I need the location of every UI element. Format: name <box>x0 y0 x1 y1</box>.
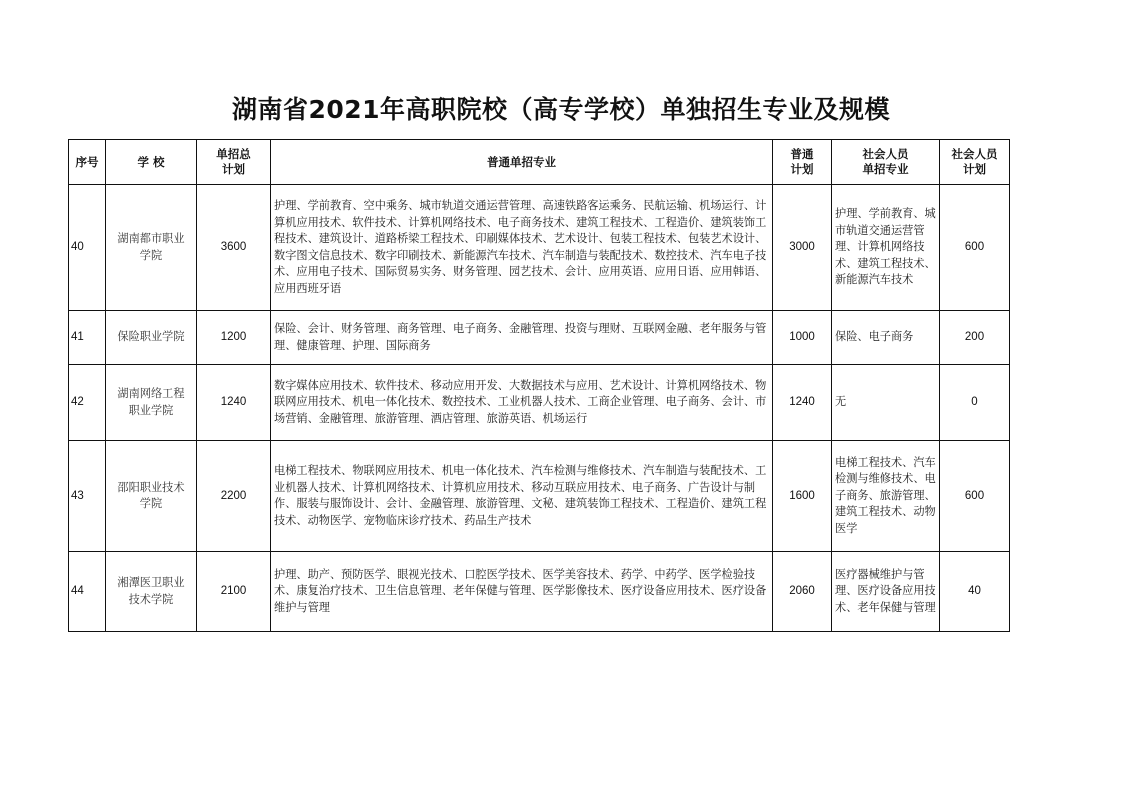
page-title: 湖南省2021年高职院校（高专学校）单独招生专业及规模 <box>231 95 891 124</box>
row-social-majors: 保险、电子商务 <box>832 311 940 365</box>
header-regular-line2: 计划 <box>790 162 814 176</box>
header-total-line2: 计划 <box>222 162 245 176</box>
row-seq: 44 <box>69 552 106 632</box>
row-majors: 保险、会计、财务管理、商务管理、电子商务、金融管理、投资与理财、互联网金融、老年服务与管理、健康管理、护理、国际商务 <box>271 311 773 365</box>
row-social-majors: 无 <box>832 365 940 441</box>
header-social-majors <box>832 140 940 185</box>
header-school: 学 校 <box>106 140 197 185</box>
row-social-majors: 医疗器械维护与管理、医疗设备应用技术、老年保健与管理 <box>832 552 940 632</box>
row-total-plan: 2200 <box>197 441 271 552</box>
header-regular-plan <box>773 140 832 185</box>
row-majors: 护理、助产、预防医学、眼视光技术、口腔医学技术、医学美容技术、药学、中药学、医学检验技术、康复治疗技术、卫生信息管理、老年保健与管理、医学影像技术、医疗设备应用技术、医疗设备维护与管理 <box>271 552 773 632</box>
row-regular-plan: 1000 <box>773 311 832 365</box>
row-school: 湖南网络工程职业学院 <box>106 365 197 441</box>
table-row <box>69 185 1010 311</box>
table-row <box>69 552 1010 632</box>
row-school: 湖南都市职业学院 <box>106 185 197 311</box>
header-total-plan <box>197 140 271 185</box>
header-total-line1: 单招总 <box>216 147 251 161</box>
row-seq: 40 <box>69 185 106 311</box>
table-row <box>69 311 1010 365</box>
row-social-majors: 电梯工程技术、汽车检测与维修技术、电子商务、旅游管理、建筑工程技术、动物医学 <box>832 441 940 552</box>
row-majors: 数字媒体应用技术、软件技术、移动应用开发、大数据技术与应用、艺术设计、计算机网络技术、物联网应用技术、机电一体化技术、数控技术、工业机器人技术、工商企业管理、电子商务、会计、市场营销、金融管理、旅游管理、酒店管理、旅游英语、机场运行 <box>271 365 773 441</box>
enrollment-table <box>68 139 1010 632</box>
row-regular-plan: 1240 <box>773 365 832 441</box>
row-seq: 42 <box>69 365 106 441</box>
row-regular-plan: 1600 <box>773 441 832 552</box>
header-social-majors-line2: 单招专业 <box>862 162 909 176</box>
row-social-plan: 600 <box>940 441 1010 552</box>
row-total-plan: 1240 <box>197 365 271 441</box>
row-total-plan: 3600 <box>197 185 271 311</box>
table-header-row <box>69 140 1010 185</box>
header-majors: 普通单招专业 <box>271 140 773 185</box>
row-social-plan: 0 <box>940 365 1010 441</box>
header-social-plan <box>940 140 1010 185</box>
row-regular-plan: 3000 <box>773 185 832 311</box>
table-row <box>69 441 1010 552</box>
row-social-plan: 600 <box>940 185 1010 311</box>
row-total-plan: 2100 <box>197 552 271 632</box>
header-social-majors-line1: 社会人员 <box>862 147 909 161</box>
row-social-majors: 护理、学前教育、城市轨道交通运营管理、计算机网络技术、建筑工程技术、新能源汽车技术 <box>832 185 940 311</box>
row-social-plan: 200 <box>940 311 1010 365</box>
header-social-plan-line2: 计划 <box>963 162 986 176</box>
row-regular-plan: 2060 <box>773 552 832 632</box>
header-regular-line1: 普通 <box>790 147 814 161</box>
row-social-plan: 40 <box>940 552 1010 632</box>
row-seq: 43 <box>69 441 106 552</box>
header-social-plan-line1: 社会人员 <box>951 147 998 161</box>
row-majors: 护理、学前教育、空中乘务、城市轨道交通运营管理、高速铁路客运乘务、民航运输、机场运行、计算机应用技术、软件技术、计算机网络技术、电子商务技术、建筑工程技术、工程造价、建筑装饰工程技术、建筑设计、道路桥梁工程技术、印刷媒体技术、艺术设计、包装工程技术、包装艺术设计、数字图文信息技术、数字印刷技术、新能源汽车技术、汽车制造与装配技术、数控技术、汽车电子技术、应用电子技术、国际贸易实务、财务管理、园艺技术、会计、应用英语、应用日语、应用韩语、应用西班牙语 <box>271 185 773 311</box>
header-seq: 序号 <box>69 140 106 185</box>
row-school: 湘潭医卫职业技术学院 <box>106 552 197 632</box>
row-majors: 电梯工程技术、物联网应用技术、机电一体化技术、汽车检测与维修技术、汽车制造与装配技术、工业机器人技术、计算机网络技术、计算机应用技术、移动互联应用技术、电子商务、广告设计与制作、服装与服饰设计、会计、金融管理、旅游管理、文秘、建筑装饰工程技术、工程造价、建筑工程技术、动物医学、宠物临床诊疗技术、药品生产技术 <box>271 441 773 552</box>
row-school: 保险职业学院 <box>106 311 197 365</box>
row-total-plan: 1200 <box>197 311 271 365</box>
row-school: 邵阳职业技术学院 <box>106 441 197 552</box>
row-seq: 41 <box>69 311 106 365</box>
table-row <box>69 365 1010 441</box>
